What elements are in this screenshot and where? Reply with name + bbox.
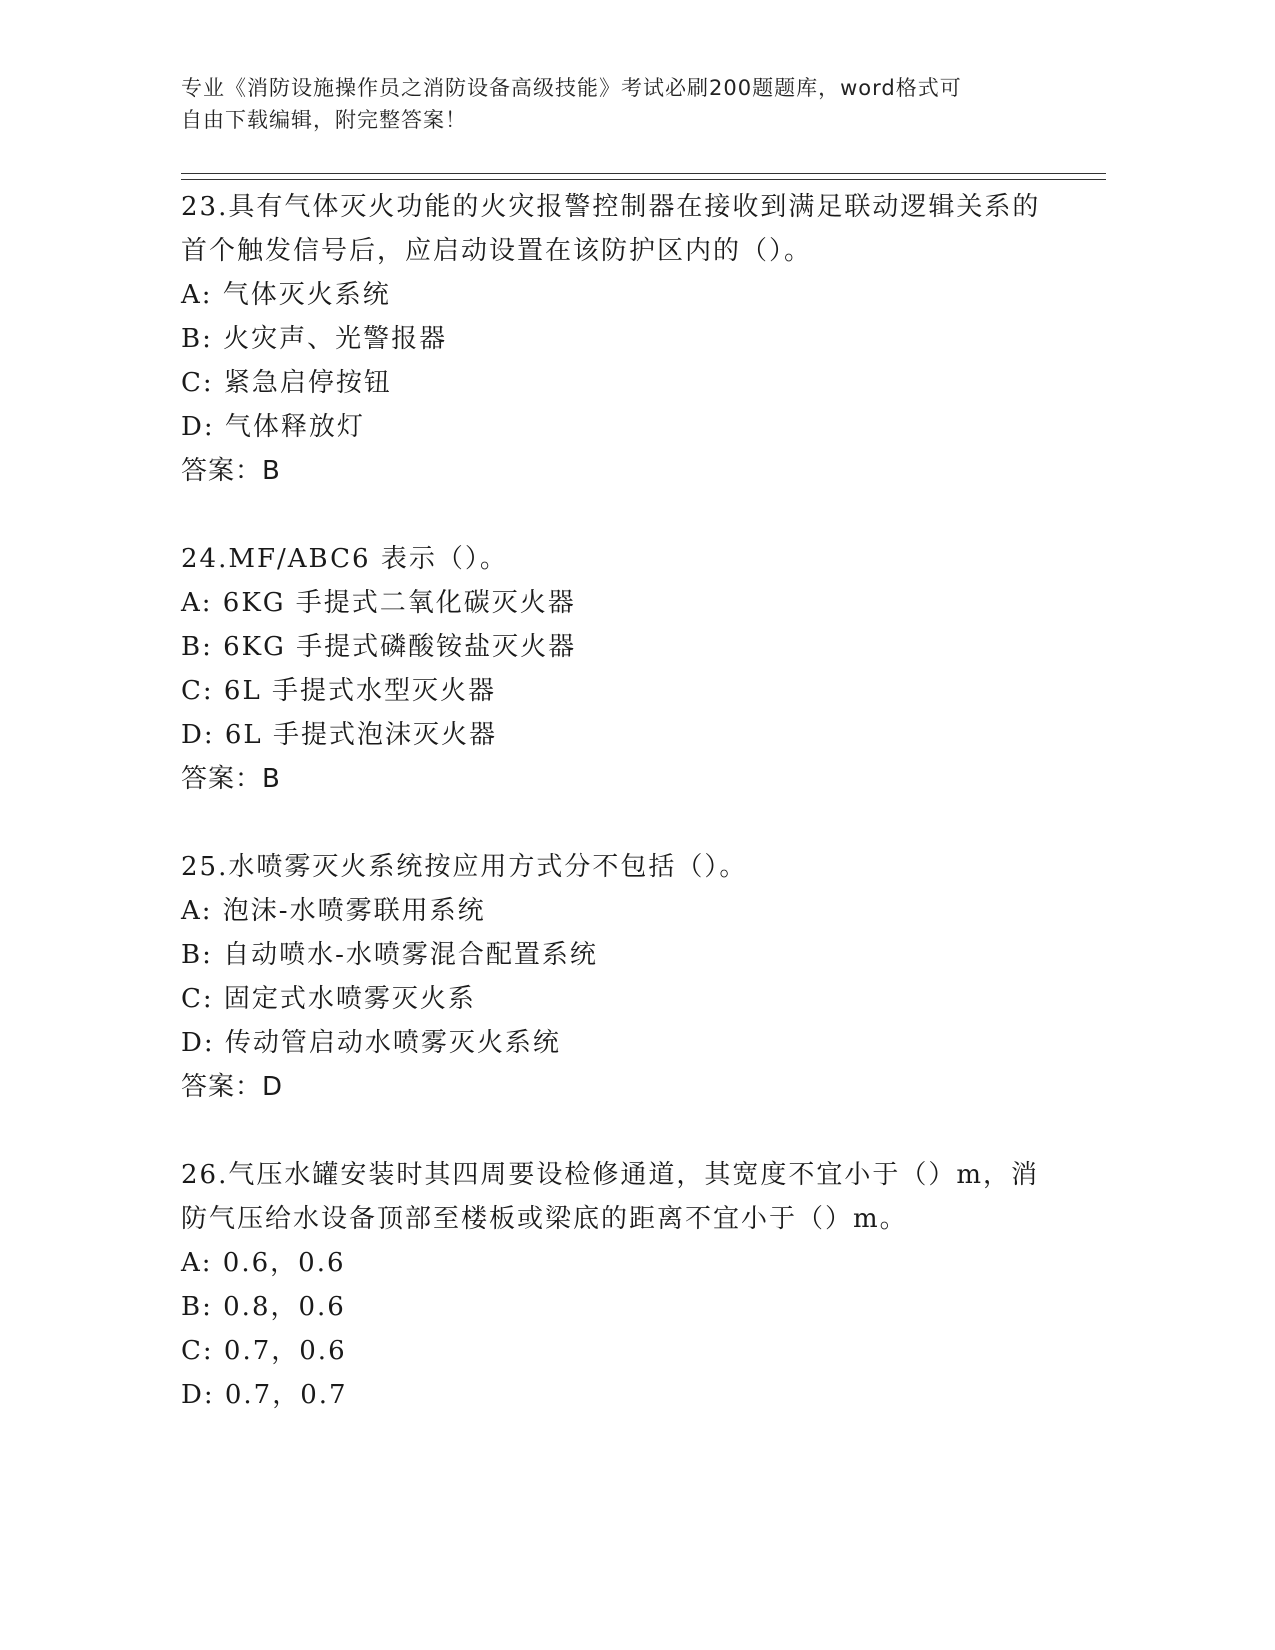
question-25: [181, 845, 1081, 1109]
option-b: B: 0.8，0.6: [181, 1292, 346, 1322]
question-stem-line-1: 24.MF/ABC6 表示（）。: [181, 544, 508, 574]
option-c: C: 固定式水喷雾灭火系: [181, 984, 476, 1014]
answer: 答案：B: [181, 764, 281, 794]
option-a: A: 0.6，0.6: [181, 1248, 346, 1278]
option-c: C: 6L 手提式水型灭火器: [181, 676, 496, 706]
answer: 答案：B: [181, 456, 281, 486]
option-a: A: 6KG 手提式二氧化碳灭火器: [181, 588, 576, 618]
question-stem-line-2: 首个触发信号后，应启动设置在该防护区内的（）。: [181, 236, 813, 266]
option-d: D: 0.7，0.7: [181, 1380, 348, 1410]
question-stem-line-1: 23.具有气体灭火功能的火灾报警控制器在接收到满足联动逻辑关系的: [181, 192, 1041, 222]
question-stem-line-1: 26.气压水罐安装时其四周要设检修通道，其宽度不宜小于（）m，消: [181, 1160, 1040, 1190]
question-stem-line-1: 25.水喷雾灭火系统按应用方式分不包括（）。: [181, 852, 748, 882]
header-divider-top: [181, 173, 1106, 174]
question-list: [181, 185, 1081, 1461]
question-24: [181, 537, 1081, 801]
header-line-1: 专业《消防设施操作员之消防设备高级技能》考试必刷200题题库，word格式可: [181, 76, 962, 100]
option-b: B: 自动喷水-水喷雾混合配置系统: [181, 940, 598, 970]
document-header: [181, 72, 1041, 136]
answer: 答案：D: [181, 1072, 284, 1102]
option-b: B: 6KG 手提式磷酸铵盐灭火器: [181, 632, 577, 662]
header-divider-bottom: [181, 179, 1106, 180]
option-a: A: 泡沫-水喷雾联用系统: [181, 896, 486, 926]
option-c: C: 紧急启停按钮: [181, 368, 392, 398]
question-23: [181, 185, 1081, 493]
option-d: D: 6L 手提式泡沫灭火器: [181, 720, 497, 750]
option-d: D: 气体释放灯: [181, 412, 365, 442]
option-d: D: 传动管启动水喷雾灭火系统: [181, 1028, 561, 1058]
header-line-2: 自由下载编辑，附完整答案！: [181, 108, 467, 132]
question-stem-line-2: 防气压给水设备顶部至楼板或梁底的距离不宜小于（）m。: [181, 1204, 908, 1234]
option-c: C: 0.7，0.6: [181, 1336, 347, 1366]
question-26: [181, 1153, 1081, 1417]
option-a: A: 气体灭火系统: [181, 280, 391, 310]
option-b: B: 火灾声、光警报器: [181, 324, 448, 354]
